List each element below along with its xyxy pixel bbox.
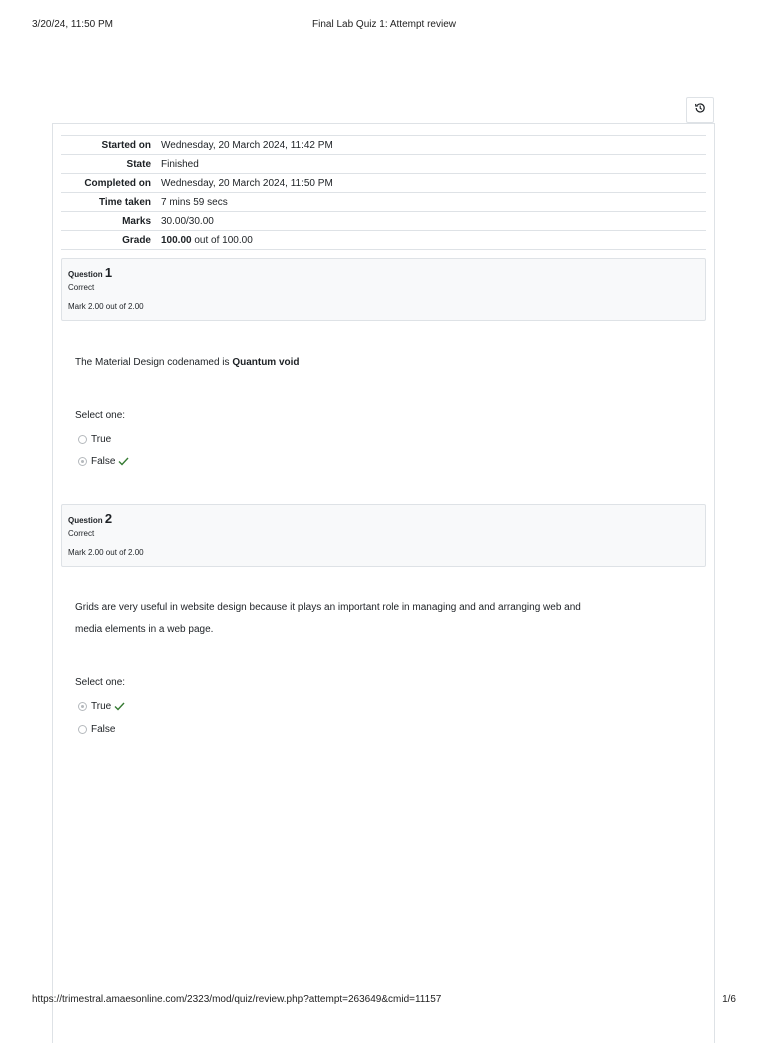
question-state: Correct bbox=[68, 283, 95, 292]
radio-button[interactable] bbox=[78, 435, 87, 444]
summary-row-time-taken bbox=[61, 193, 706, 212]
print-footer bbox=[32, 994, 736, 1008]
radio-button[interactable] bbox=[78, 457, 87, 466]
question-text-plain: The Material Design codenamed is bbox=[75, 357, 233, 368]
attempt-summary-table bbox=[61, 135, 706, 250]
summary-label: Completed on bbox=[84, 177, 151, 189]
summary-row-completed bbox=[61, 174, 706, 193]
question-1-text bbox=[75, 357, 300, 368]
question-number bbox=[68, 511, 699, 526]
summary-label: State bbox=[126, 158, 151, 170]
radio-button[interactable] bbox=[78, 702, 87, 711]
question-2-prompt: Select one: bbox=[75, 677, 126, 688]
summary-label: Grade bbox=[122, 234, 151, 246]
print-header bbox=[32, 19, 736, 33]
question-number-value: 2 bbox=[104, 511, 113, 526]
question-number-value: 1 bbox=[104, 265, 113, 280]
question-mark: Mark 2.00 out of 2.00 bbox=[68, 302, 144, 311]
history-button[interactable] bbox=[686, 97, 714, 123]
summary-row-grade bbox=[61, 231, 706, 250]
question-2-info bbox=[61, 504, 706, 567]
question-1-prompt: Select one: bbox=[75, 410, 126, 421]
summary-label: Started on bbox=[101, 139, 151, 151]
print-datetime: 3/20/24, 11:50 PM bbox=[32, 19, 113, 30]
summary-label: Marks bbox=[122, 215, 151, 227]
page-number: 1/6 bbox=[722, 994, 736, 1005]
check-icon bbox=[114, 702, 125, 711]
page-url: https://trimestral.amaesonline.com/2323/mod/quiz/review.php?attempt=263649&cmid=11157 bbox=[32, 994, 442, 1005]
summary-row-marks bbox=[61, 212, 706, 231]
print-title: Final Lab Quiz 1: Attempt review bbox=[312, 19, 456, 30]
question-label: Question bbox=[68, 270, 103, 279]
question-1-info bbox=[61, 258, 706, 321]
question-2-text: Grids are very useful in website design because it plays an important role in managing and and arranging web and media elements in a web page. bbox=[75, 602, 581, 635]
question-number bbox=[68, 265, 699, 280]
check-icon bbox=[118, 457, 129, 466]
option-label: True bbox=[91, 700, 112, 712]
summary-label: Time taken bbox=[98, 196, 151, 208]
summary-row-state bbox=[61, 155, 706, 174]
grade-total: out of 100.00 bbox=[191, 234, 253, 246]
history-icon bbox=[694, 101, 706, 119]
question-label: Question bbox=[68, 516, 103, 525]
option-label: False bbox=[91, 455, 116, 467]
radio-button[interactable] bbox=[78, 725, 87, 734]
question-text-bold: Quantum void bbox=[232, 357, 300, 368]
grade-value: 100.00 bbox=[161, 234, 192, 246]
question-2-option-true[interactable] bbox=[78, 699, 125, 713]
summary-value: 30.00/30.00 bbox=[161, 215, 214, 227]
summary-value: Wednesday, 20 March 2024, 11:42 PM bbox=[161, 139, 333, 151]
summary-value: Finished bbox=[161, 158, 199, 170]
option-label: True bbox=[91, 433, 112, 445]
question-1-option-true[interactable] bbox=[78, 432, 111, 446]
question-mark: Mark 2.00 out of 2.00 bbox=[68, 548, 144, 557]
question-1-option-false[interactable] bbox=[78, 454, 129, 468]
question-2-option-false[interactable] bbox=[78, 722, 115, 736]
summary-row-started bbox=[61, 136, 706, 155]
summary-value: 7 mins 59 secs bbox=[161, 196, 228, 208]
summary-value bbox=[161, 235, 253, 246]
summary-value: Wednesday, 20 March 2024, 11:50 PM bbox=[161, 177, 333, 189]
option-label: False bbox=[91, 723, 116, 735]
question-state: Correct bbox=[68, 529, 95, 538]
